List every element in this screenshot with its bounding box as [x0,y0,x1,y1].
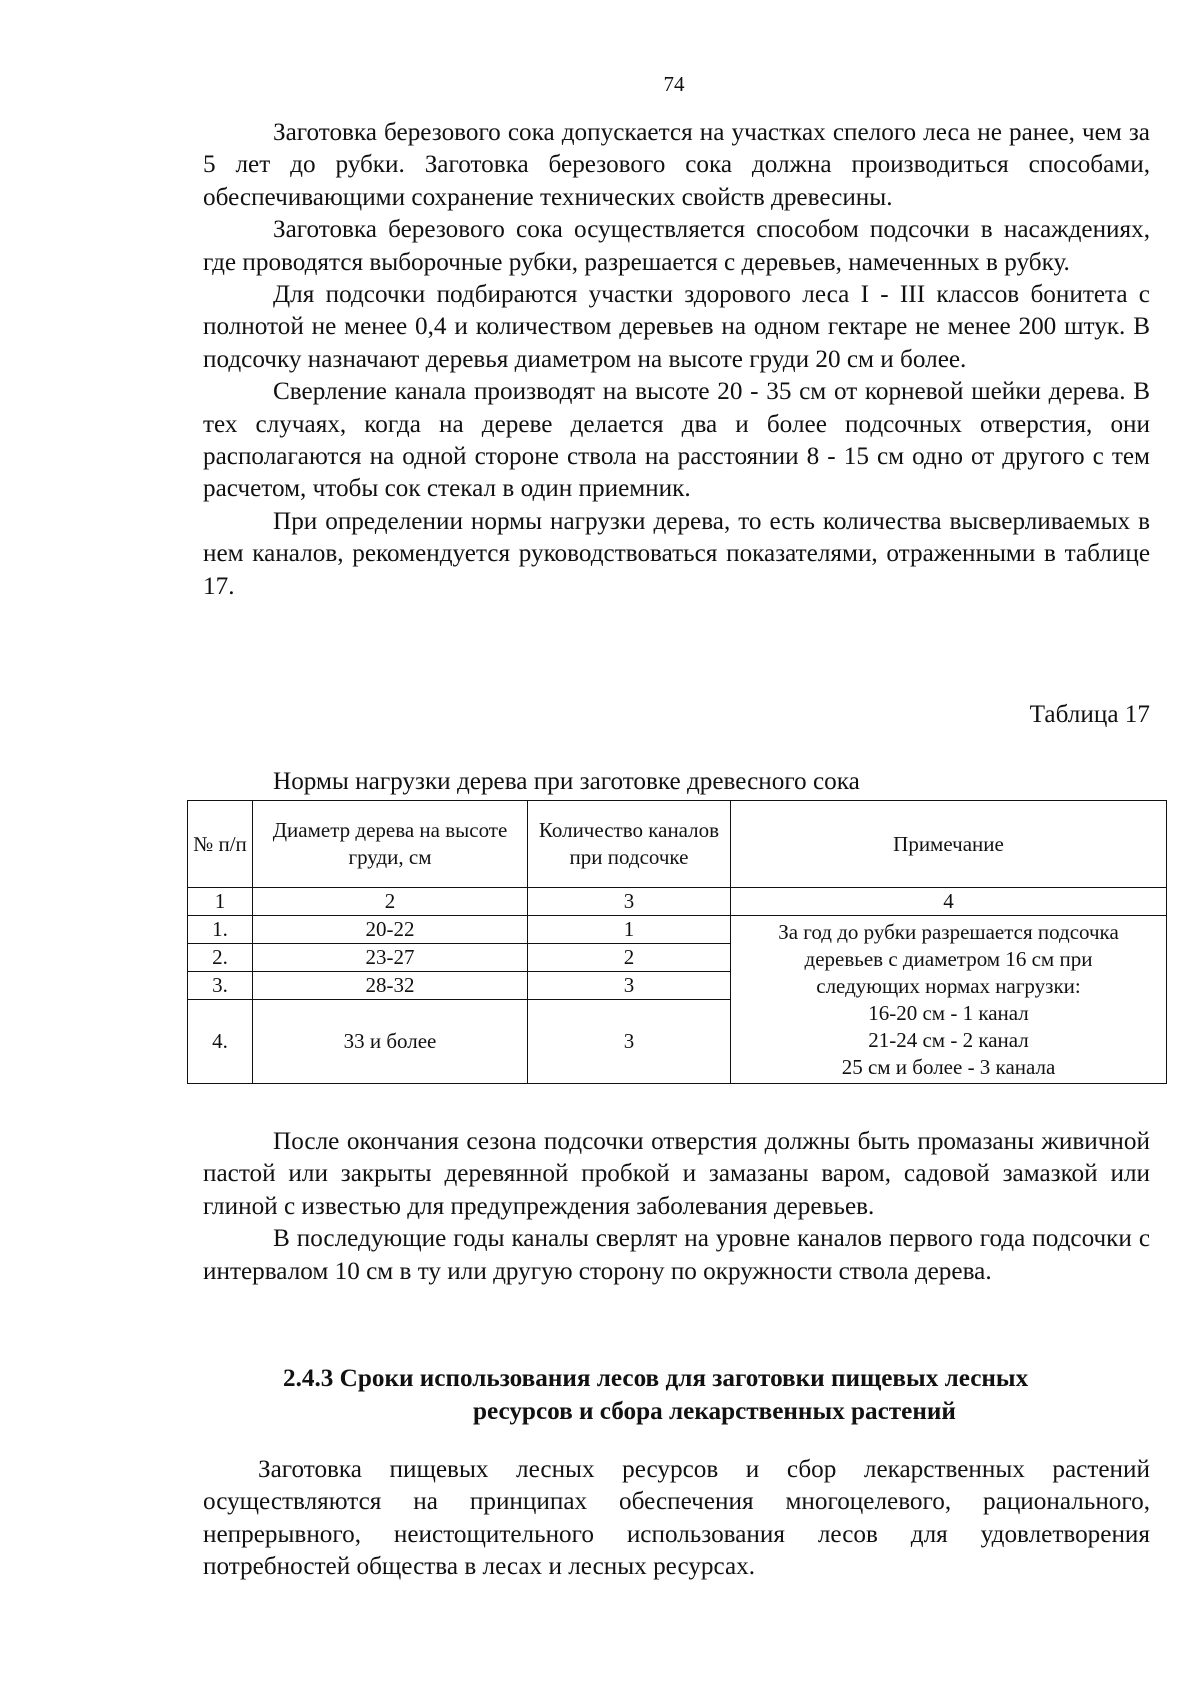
middle-text [203,1126,1150,1288]
paragraph: Для подсочки подбираются участки здорового леса I - III классов бонитета с полнотой не менее 0,4 и количеством деревьев на одном гектаре не менее 200 штук. В подсочку назначают деревья диаметром на высоте груди 20 см и более. [203,281,1150,373]
cell-diameter: 20-22 [253,916,528,944]
note-line: За год до рубки разрешается подсочка [778,919,1119,944]
index-cell: 1 [188,888,253,916]
note-line: следующих нормах нагрузки: [816,973,1081,998]
paragraph: При определении нормы нагрузки дерева, то есть количества высверливаемых в нем каналов, рекомендуется руководствоваться показателями, отраженными в таблице 17. [203,507,1150,600]
cell-channels: 1 [528,916,731,944]
cell-num: 4. [188,1000,253,1084]
paragraph: Заготовка березового сока допускается на участках спелого леса не ранее, чем за 5 лет до рубки. Заготовка березового сока должна производиться способами, обеспечивающими сохранение технических свойств древесины. [203,119,1150,211]
cell-channels: 3 [528,972,731,1000]
cell-diameter: 33 и более [253,1000,528,1084]
section-heading [203,1362,1150,1428]
table-header-row [188,801,1167,888]
paragraph: Сверление канала производят на высоте 20 - 35 см от корневой шейки дерева. В тех случаях, когда на дереве делается два и более подсочных отверстия, они располагаются на одной стороне ствола на расстоянии 8 - 15 см одно от другого с тем расчетом, чтобы сок стекал в один приемник. [203,378,1150,503]
table-label: Таблица 17 [1029,701,1150,728]
table-index-row [188,888,1167,916]
note-line: 21-24 см - 2 канал [868,1027,1029,1052]
section-heading-line: 2.4.3 Сроки использования лесов для заготовки пищевых лесных [283,1365,1029,1392]
index-cell: 2 [253,888,528,916]
paragraph: Заготовка пищевых лесных ресурсов и сбор лекарственных растений осуществляются на принципах обеспечения многоцелевого, рационального, непрерывного, неистощительного использования лесов для удовлетворения потребностей общества в лесах и лесных ресурсах. [203,1456,1150,1581]
cell-diameter: 28-32 [253,972,528,1000]
note-line: деревьев с диаметром 16 см при [804,946,1093,971]
paragraph: После окончания сезона подсочки отверстия должны быть промазаны живичной пастой или закрыты деревянной пробкой и замазаны варом, садовой замазкой или глиной с известью для предупреждения заболевания деревьев. [203,1128,1150,1220]
cell-num: 3. [188,972,253,1000]
cell-channels: 3 [528,1000,731,1084]
cell-num: 1. [188,916,253,944]
norms-table [187,800,1167,1084]
cell-num: 2. [188,944,253,972]
header-num: № п/п [188,801,253,888]
paragraph: В последующие годы каналы сверлят на уровне каналов первого года подсочки с интервалом 10 см в ту или другую сторону по окружности ствола дерева. [203,1225,1150,1285]
note-line: 16-20 см - 1 канал [868,1000,1029,1025]
index-cell: 4 [731,888,1167,916]
header-diameter: Диаметр дерева на высоте груди, см [253,801,528,888]
header-channels: Количество каналов при подсочке [528,801,731,888]
intro-text [203,117,1150,603]
cell-note [731,916,1167,1084]
page-number: 74 [663,72,685,96]
table-row [188,916,1167,944]
closing-text [203,1454,1150,1584]
cell-channels: 2 [528,944,731,972]
note-line: 25 см и более - 3 канала [841,1054,1056,1079]
paragraph: Заготовка березового сока осуществляется способом подсочки в насаждениях, где проводятся выборочные рубки, разрешается с деревьев, намеченных в рубку. [203,216,1150,276]
index-cell: 3 [528,888,731,916]
table-title: Нормы нагрузки дерева при заготовке древесного сока [273,768,860,795]
header-note: Примечание [731,801,1167,888]
cell-diameter: 23-27 [253,944,528,972]
section-heading-line: ресурсов и сбора лекарственных растений [473,1398,956,1425]
